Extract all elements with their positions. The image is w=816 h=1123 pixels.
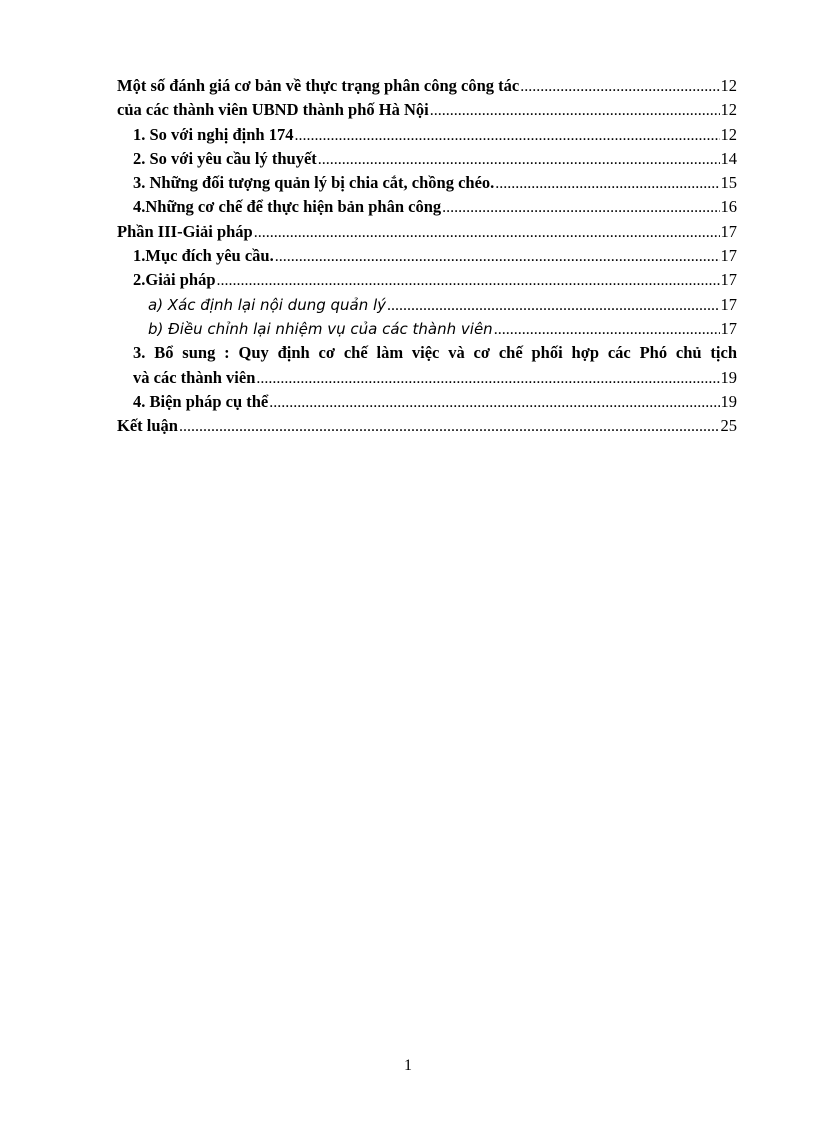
- toc-entry-page: 12: [720, 100, 737, 120]
- toc-leader-dots: [269, 391, 719, 415]
- toc-entry-title: 1.Mục đích yêu cầu.: [133, 246, 274, 266]
- toc-entry-title: 1. So với nghị định 174: [133, 124, 294, 144]
- toc-entry-title: 3. Bổ sung : Quy định cơ chế làm việc và cơ chế phối hợp các Phó chủ tịch: [133, 343, 737, 363]
- toc-entry-title: 2.Giải pháp: [133, 270, 216, 290]
- toc-entry-title: Một số đánh giá cơ bản về thực trạng phân công công tác: [117, 76, 520, 95]
- toc-leader-dots: [520, 75, 719, 99]
- toc-entry-title: của các thành viên UBND thành phố Hà Nội: [117, 100, 429, 120]
- toc-entry[interactable]: [117, 74, 737, 98]
- toc-entry[interactable]: [117, 171, 737, 195]
- toc-entry-continuation[interactable]: [117, 366, 737, 390]
- toc-entry[interactable]: [117, 390, 737, 414]
- toc-leader-dots: [318, 148, 720, 172]
- toc-entry-title: Kết luận: [117, 416, 178, 436]
- toc-entry-page: 17: [720, 246, 737, 266]
- toc-entry[interactable]: [117, 341, 737, 365]
- toc-entry[interactable]: [117, 147, 737, 171]
- toc-entry-title: và các thành viên: [133, 367, 256, 387]
- toc-leader-dots: [294, 124, 719, 148]
- toc-entry[interactable]: [117, 293, 737, 317]
- toc-entry[interactable]: [117, 317, 737, 341]
- toc-entry-title: b) Điều chỉnh lại nhiệm vụ của các thành viên: [148, 319, 493, 338]
- toc-entry-title: a) Xác định lại nội dung quản lý: [148, 295, 387, 314]
- toc-entry-page: 17: [720, 318, 737, 338]
- toc-entry-page: 17: [720, 221, 737, 241]
- toc-entry-title: 3. Những đối tượng quản lý bị chia cắt, chồng chéo.: [133, 173, 495, 193]
- toc-entry[interactable]: [117, 220, 737, 244]
- page-number: 1: [404, 1057, 412, 1074]
- toc-leader-dots: [179, 415, 720, 439]
- toc-entry-page: 12: [720, 76, 737, 95]
- toc-leader-dots: [254, 221, 720, 245]
- toc-entry[interactable]: [117, 98, 737, 122]
- toc-entry[interactable]: [117, 195, 737, 219]
- toc-entry-page: 12: [720, 124, 737, 144]
- toc-leader-dots: [495, 172, 719, 196]
- toc-entry-page: 25: [720, 416, 737, 436]
- table-of-contents: [117, 74, 737, 438]
- toc-entry-page: 15: [720, 173, 737, 193]
- toc-entry-title: 2. So với yêu cầu lý thuyết: [133, 148, 317, 168]
- toc-leader-dots: [494, 318, 720, 342]
- toc-entry-page: 19: [720, 367, 737, 387]
- toc-entry-page: 17: [720, 270, 737, 290]
- toc-entry-page: 14: [720, 148, 737, 168]
- toc-leader-dots: [256, 367, 719, 391]
- toc-entry[interactable]: [117, 244, 737, 268]
- toc-entry[interactable]: [117, 268, 737, 292]
- toc-entry[interactable]: [117, 123, 737, 147]
- toc-entry-title: 4.Những cơ chế để thực hiện bản phân công: [133, 197, 442, 217]
- toc-entry-page: 19: [720, 391, 737, 411]
- toc-entry-page: 16: [720, 197, 737, 217]
- toc-leader-dots: [430, 99, 720, 123]
- toc-entry-title: 4. Biện pháp cụ thể: [133, 391, 269, 411]
- toc-entry-title: Phần III-Giải pháp: [117, 221, 253, 241]
- toc-leader-dots: [442, 196, 719, 220]
- toc-entry[interactable]: [117, 414, 737, 438]
- toc-leader-dots: [387, 294, 719, 318]
- toc-leader-dots: [275, 245, 720, 269]
- toc-entry-page: 17: [720, 294, 737, 314]
- toc-leader-dots: [217, 269, 720, 293]
